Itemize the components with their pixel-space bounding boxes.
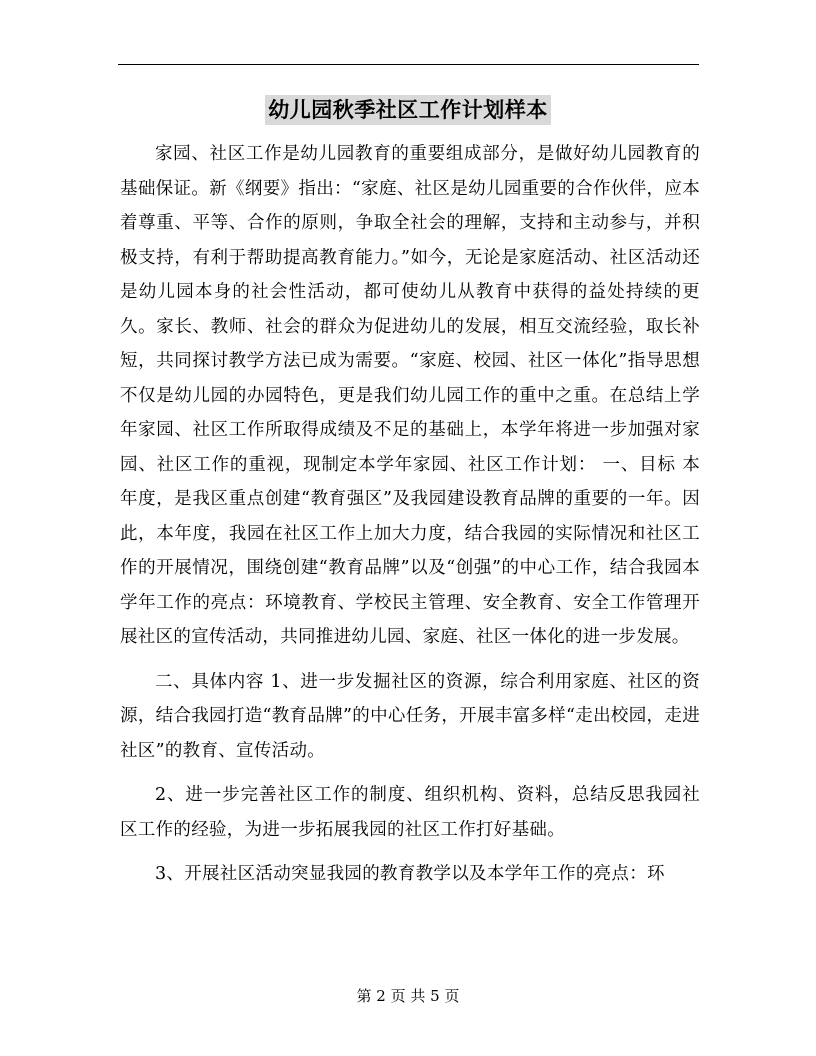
paragraph-content-2: 2、进一步完善社区工作的制度、组织机构、资料，总结反思我园社区工作的经验，为进一步拓展我园的社区工作打好基础。 xyxy=(120,785,700,840)
document-body xyxy=(120,137,700,892)
header-rule xyxy=(118,64,699,65)
page-footer: 第 2 页 共 5 页 xyxy=(356,987,460,1005)
title-container xyxy=(0,95,816,125)
document-title: 幼儿园秋季社区工作计划样本 xyxy=(265,95,551,125)
paragraph-content-1: 二、具体内容 1、进一步发掘社区的资源，综合利用家庭、社区的资源，结合我园打造“教育品牌”的中心任务，开展丰富多样“走出校园，走进社区”的教育、宣传活动。 xyxy=(120,671,700,761)
paragraph-intro: 家园、社区工作是幼儿园教育的重要组成部分，是做好幼儿园教育的基础保证。新《纲要》指出：“家庭、社区是幼儿园重要的合作伙伴，应本着尊重、平等、合作的原则，争取全社会的理解，支持和主动参与，并积极支持，有利于帮助提高教育能力。”如今，无论是家庭活动、社区活动还是幼儿园本身的社会性活动，都可使幼儿从教育中获得的益处持续的更久。家长、教师、社会的群众为促进幼儿的发展，相互交流经验，取长补短，共同探讨教学方法已成为需要。“家庭、校园、社区一体化”指导思想不仅是幼儿园的办园特色，更是我们幼儿园工作的重中之重。在总结上学年家园、社区工作所取得成绩及不足的基础上，本学年将进一步加强对家园、社区工作的重视，现制定本学年家园、社区工作计划： 一、目标 本年度，是我区重点创建“教育强区”及我园建设教育品牌的重要的一年。因此，本年度，我园在社区工作上加大力度，结合我园的实际情况和社区工作的开展情况，围绕创建“教育品牌”以及“创强”的中心工作，结合我园本学年工作的亮点：环境教育、学校民主管理、安全教育、安全工作管理开展社区的宣传活动，共同推进幼儿园、家庭、社区一体化的进一步发展。 xyxy=(120,144,700,647)
paragraph-content-3: 3、开展社区活动突显我园的教育教学以及本学年工作的亮点：环 xyxy=(155,864,665,884)
